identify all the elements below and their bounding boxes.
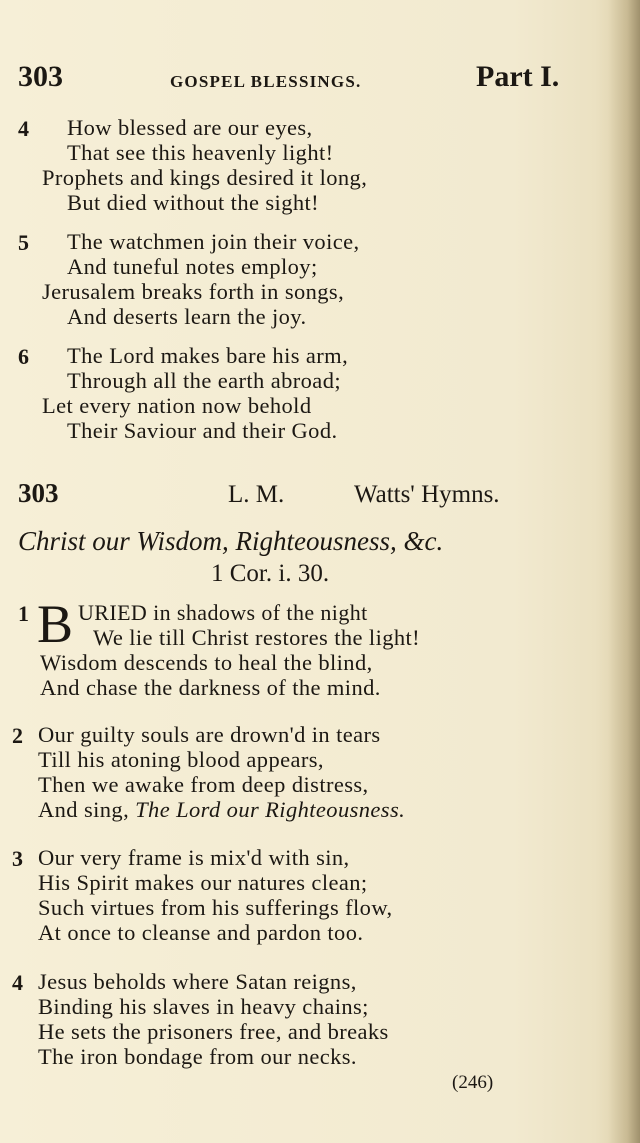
verse-line-italic-phrase: The Lord our Righteousness. <box>135 797 406 822</box>
header-section-title: GOSPEL BLESSINGS. <box>170 72 362 91</box>
verse-number: 4 <box>18 116 29 141</box>
hymn-number: 303 <box>18 478 59 508</box>
verse-line: But died without the sight! <box>67 190 320 215</box>
header-page-number: 303 <box>18 60 63 93</box>
drop-cap-letter: B <box>37 594 74 654</box>
verse-line: We lie till Christ restores the light! <box>93 625 421 650</box>
verse-line: Jerusalem breaks forth in songs, <box>42 279 345 304</box>
hymn-meter: L. M. <box>228 481 285 508</box>
verse-line: The iron bondage from our necks. <box>38 1044 357 1069</box>
header-part-label: Part I. <box>476 60 560 93</box>
verse-line: URIED in shadows of the night <box>78 600 368 625</box>
verse-line: Our guilty souls are drown'd in tears <box>38 722 381 747</box>
verse-line: And deserts learn the joy. <box>67 304 307 329</box>
verse-line: Let every nation now behold <box>42 393 312 418</box>
verse-line: Wisdom descends to heal the blind, <box>40 650 373 675</box>
verse-line: And chase the darkness of the mind. <box>40 675 381 700</box>
verse-line: Till his atoning blood appears, <box>38 747 324 772</box>
verse-line: The Lord makes bare his arm, <box>67 343 349 368</box>
verse-line: That see this heavenly light! <box>67 140 334 165</box>
verse-number: 4 <box>12 970 23 995</box>
verse-number: 1 <box>18 601 29 626</box>
verse-number: 5 <box>18 230 29 255</box>
hymn-title: Christ our Wisdom, Righteousness, &c. <box>18 526 444 556</box>
verse-line-with-italic <box>38 799 405 822</box>
verse-line: The watchmen join their voice, <box>67 229 360 254</box>
hymn-scripture-reference: 1 Cor. i. 30. <box>211 560 330 587</box>
verse-line: Through all the earth abroad; <box>67 368 341 393</box>
verse-line: At once to cleanse and pardon too. <box>38 920 364 945</box>
hymn-source: Watts' Hymns. <box>354 481 500 508</box>
page-reference: (246) <box>452 1072 494 1093</box>
verse-number: 2 <box>12 723 23 748</box>
verse-line: Binding his slaves in heavy chains; <box>38 994 369 1019</box>
verse-line: How blessed are our eyes, <box>67 115 313 140</box>
verse-number: 6 <box>18 344 29 369</box>
verse-line: And tuneful notes employ; <box>67 254 318 279</box>
verse-line: He sets the prisoners free, and breaks <box>38 1019 389 1044</box>
verse-line: Our very frame is mix'd with sin, <box>38 845 350 870</box>
verse-line: Their Saviour and their God. <box>67 418 338 443</box>
verse-line: Such virtues from his sufferings flow, <box>38 895 393 920</box>
verse-line: His Spirit makes our natures clean; <box>38 870 368 895</box>
verse-line: Jesus beholds where Satan reigns, <box>38 969 357 994</box>
verse-line: Then we awake from deep distress, <box>38 772 369 797</box>
page-binding-shadow <box>608 0 640 1143</box>
verse-line-prefix: And sing, <box>38 797 136 822</box>
verse-line: Prophets and kings desired it long, <box>42 165 368 190</box>
verse-number: 3 <box>12 846 23 871</box>
